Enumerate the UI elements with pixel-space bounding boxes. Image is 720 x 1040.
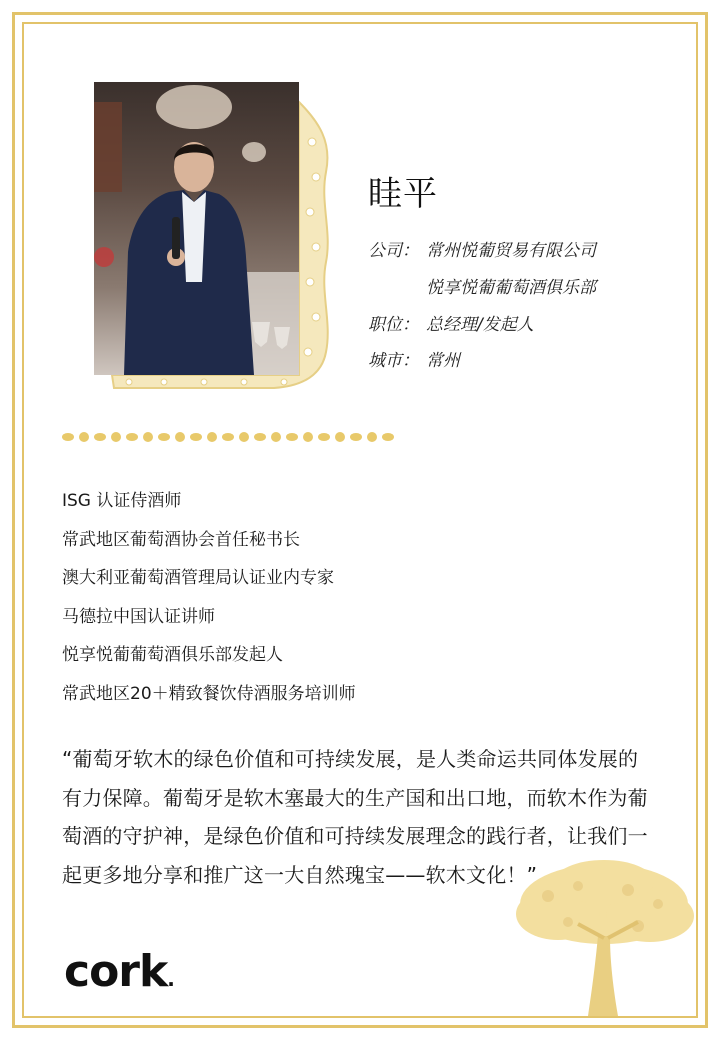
position-row — [368, 310, 534, 335]
company-club: 悦享悦葡葡萄酒俱乐部 — [426, 278, 596, 298]
credential-item: ISG 认证侍酒师 — [62, 491, 182, 511]
quote-text: “葡萄牙软木的绿色价值和可持续发展，是人类命运共同体发展的有力保障。葡萄牙是软木塞最大的生产国和出口地，而软木作为葡萄酒的守护神，是绿色价值和可持续发展理念的践行者，让我们一起更多地分享和推广这一大自然瑰宝——软木文化！” — [62, 747, 648, 887]
position-value: 总经理/发起人 — [426, 315, 534, 335]
portrait-block — [94, 82, 330, 392]
company-name: 常州悦葡贸易有限公司 — [426, 241, 596, 261]
city-label: 城市： — [368, 351, 419, 371]
credential-item: 悦享悦葡葡萄酒俱乐部发起人 — [62, 645, 283, 666]
city-row — [368, 346, 460, 371]
person-name: 眭平 — [368, 174, 438, 214]
company-row — [368, 236, 596, 261]
company-row-2 — [426, 273, 596, 298]
cork-logo — [64, 946, 174, 997]
credentials-list — [62, 482, 356, 714]
credential-item: 常武地区葡萄酒协会首任秘书长 — [62, 529, 300, 550]
credential-item: 常武地区20＋精致餐饮侍酒服务培训师 — [62, 683, 356, 704]
portrait-photo — [94, 82, 299, 375]
credential-item: 澳大利亚葡萄酒管理局认证业内专家 — [62, 568, 334, 589]
city-value: 常州 — [426, 351, 460, 371]
cork-logo-text: cork — [64, 946, 168, 997]
company-label: 公司： — [368, 241, 419, 261]
credential-item: 马德拉中国认证讲师 — [62, 606, 215, 627]
position-label: 职位： — [368, 315, 419, 335]
gold-dotted-divider — [60, 428, 400, 446]
cork-logo-dot: . — [167, 967, 174, 991]
